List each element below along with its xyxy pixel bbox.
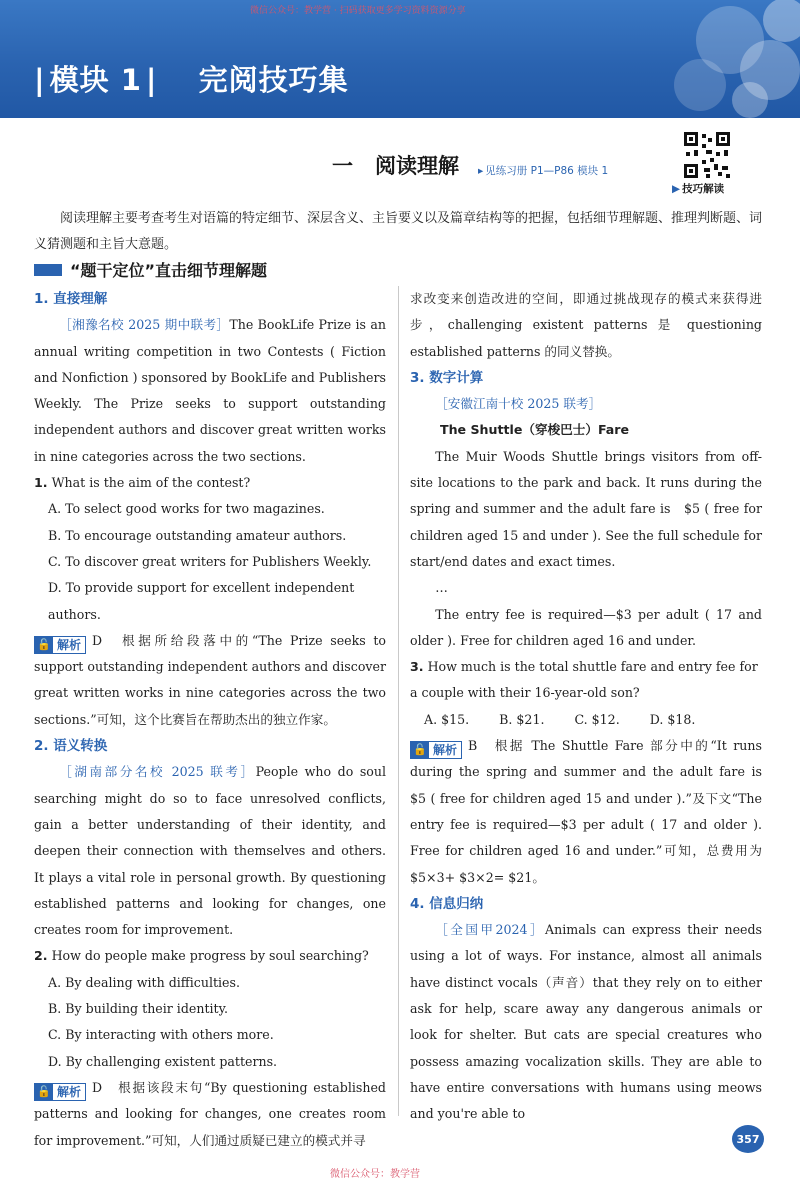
source-tag: ［全国甲2024］ xyxy=(435,922,546,938)
options-row xyxy=(410,707,762,733)
module-name: 完阅技巧集 xyxy=(198,63,349,97)
option: C. $12. xyxy=(574,711,620,727)
option: A. By dealing with difficulties. xyxy=(48,974,240,990)
explanation-continued: 求改变来创造改进的空间，即通过挑战现存的模式来获得进步，challenging existent patterns 是 questioning established patterns 的同义替换。 xyxy=(410,291,762,359)
option: C. By interacting with others more. xyxy=(48,1027,274,1043)
module-label: 模块 1 xyxy=(49,63,142,97)
module-title: | 模块 1 | 完阅技巧集 xyxy=(34,63,349,97)
lock-icon: 🔓 xyxy=(35,1083,53,1101)
option: B. $21. xyxy=(499,711,545,727)
footer-watermark: 微信公众号：教学营 xyxy=(330,1169,420,1180)
option: D. By challenging existent patterns. xyxy=(48,1053,278,1069)
question: 1. What is the aim of the contest? xyxy=(34,475,251,491)
page-number: 357 xyxy=(732,1125,764,1153)
subsection-title: 4. 信息归纳 xyxy=(410,895,484,912)
answer-tag: 🔓 解析 xyxy=(410,741,462,759)
qr-label: ▶ 技巧解读 xyxy=(672,183,725,195)
section-intro: 阅读理解主要考查考生对语篇的特定细节、深层含义、主旨要义以及篇章结构等的把握，包括细节理解题、推理判断题、词义猜测题和主旨大意题。 xyxy=(34,211,763,252)
source-tag: ［湖南部分名校 2025 联考］ xyxy=(59,764,256,780)
passage: The Muir Woods Shuttle brings visitors from off-site locations to the park and back. It runs during the spring and summer and the adult fare is $5 ( free for children aged 15 and under ). See the full schedule for start/end dates and exact times. xyxy=(410,448,762,569)
heading-bar xyxy=(34,264,62,276)
subsection-title: 3. 数字计算 xyxy=(410,369,484,386)
option: A. $15. xyxy=(424,711,470,727)
option: B. By building their identity. xyxy=(48,1001,229,1017)
lock-icon: 🔓 xyxy=(35,636,53,654)
section-title: 一 阅读理解 xyxy=(332,154,459,178)
passage: The entry fee is required—$3 per adult ( 17 and older ). Free for children aged 16 and under. xyxy=(410,606,762,648)
answer-tag: 🔓 解析 xyxy=(34,636,86,654)
option: A. To select good works for two magazines. xyxy=(48,501,325,517)
left-column xyxy=(34,286,386,1154)
answer-explanation: 🔓 解析 D 根据该段末句“By questioning established patterns and looking for changes, one creates room for improvement.”可知，人们通过质疑已建立的模式并寻 xyxy=(34,1079,386,1148)
workbook-reference: ▸ 见练习册 P1—P86 模块 1 xyxy=(478,163,608,178)
question: 2. How do people make progress by soul searching? xyxy=(34,948,369,964)
option: D. To provide support for excellent independent authors. xyxy=(48,580,355,622)
source-tag: ［湘豫名校 2025 期中联考］ xyxy=(59,317,230,333)
right-column xyxy=(410,286,775,1128)
passage: ［湖南部分名校 2025 联考］People who do soul searching might do so to face unresolved conflicts, gain a better understanding of their identity, and deepen their connection with themselves and others. It plays a vital role in personal growth. By questioning established patterns and looking for changes, one creates room for improvement. xyxy=(34,764,387,938)
subsection-title: 2. 语义转换 xyxy=(34,738,108,755)
lock-icon: 🔓 xyxy=(411,741,429,759)
question: 3. How much is the total shuttle fare and entry fee for a couple with their 16-year-old son? xyxy=(410,659,758,701)
ellipsis: … xyxy=(435,580,448,596)
option: B. To encourage outstanding amateur authors. xyxy=(48,527,347,543)
column-divider xyxy=(398,286,399,1116)
answer-tag: 🔓 解析 xyxy=(34,1083,86,1101)
option: D. $18. xyxy=(649,711,696,727)
answer-explanation: 🔓 解析 D 根据所给段落中的“The Prize seeks to support outstanding independent authors and discover great written works in nine categories across the two sections.”可知，这个比赛旨在帮助杰出的独立作家。 xyxy=(34,632,386,727)
subsection-title: 1. 直接理解 xyxy=(34,291,108,307)
module-banner xyxy=(0,0,800,118)
passage: ［全国甲2024］Animals can express their needs using a lot of ways. For instance, almost all animals have distinct vocals（声音）that they rely on to either ask for help, scare away any dangerous animals or look for shelter. But cats are special creatures who possess amazing vocalization skills. They are able to have entire conversations with humans using meows and you're able to xyxy=(410,922,762,1122)
passage: ［湘豫名校 2025 期中联考］The BookLife Prize is an annual writing competition in two Contests ( Fiction and Nonfiction ) sponsored by BookLife and Publishers Weekly. The Prize seeks to support outstanding independent authors and discover great written works in nine categories across the two sections. xyxy=(34,317,386,464)
qr-code-icon[interactable] xyxy=(682,130,732,180)
source-tag: ［安徽江南十校 2025 联考］ xyxy=(435,396,602,412)
top-watermark: 微信公众号：教学营 · 扫码获取更多学习资料资源分享 xyxy=(250,6,466,16)
text-title: The Shuttle（穿梭巴士）Fare xyxy=(440,422,630,438)
strategy-heading: “题干定位”直击细节理解题 xyxy=(34,258,267,281)
cloud-decoration xyxy=(580,0,800,118)
answer-explanation: 🔓 解析 B 根据 The Shuttle Fare 部分中的“It runs during the spring and summer and the adult fare is $5 ( free for children aged 15 and under ).”及下文“The entry fee is required—$3 per adult ( 17 and older ). Free for children aged 16 and under.”可知，总费用为 $5×3+ $3×2= $21。 xyxy=(410,738,775,885)
option: C. To discover great writers for Publishers Weekly. xyxy=(48,553,372,569)
